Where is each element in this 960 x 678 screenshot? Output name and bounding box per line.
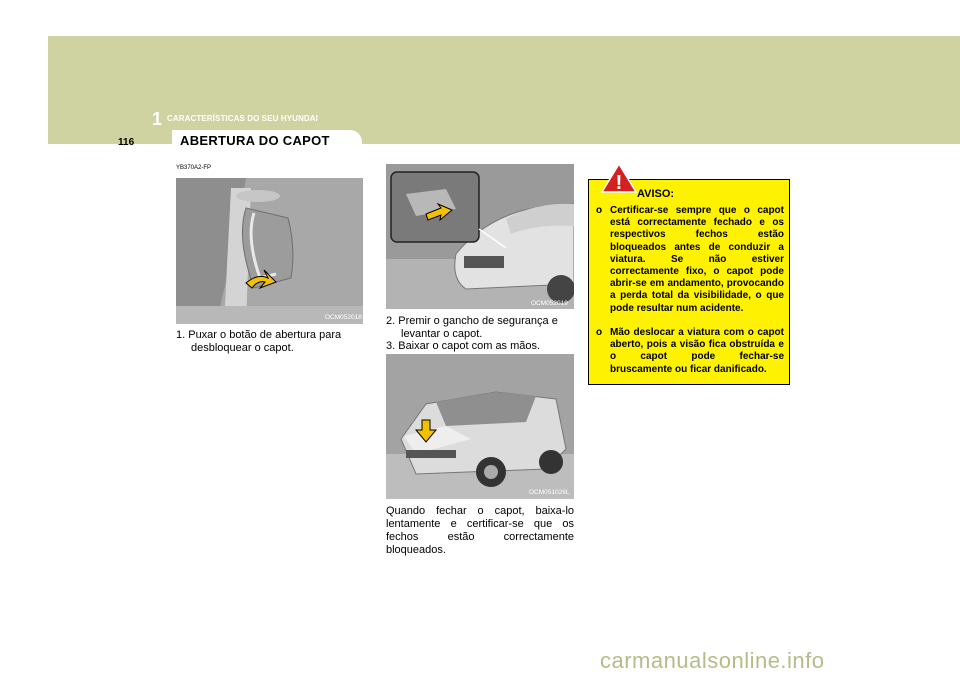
step-3: 3. Baixar o capot com as mãos.: [386, 340, 541, 352]
warning-bullet-2: o: [596, 327, 603, 338]
chapter-number: 1: [152, 109, 163, 129]
page-number: 116: [118, 137, 135, 148]
header-band: [48, 36, 960, 144]
footer-watermark: carmanualsonline.info: [600, 648, 825, 673]
hood-release-lever-photo: [176, 178, 363, 324]
closing-text: Quando fechar o capot, baixa-lo lentamente e certificar-se que os fechos estão correctamente bloqueados.: [386, 505, 574, 556]
warning-bullet-1: o: [596, 205, 603, 216]
image-code-2: OCM052019: [531, 300, 568, 307]
step-1: 1. Puxar o botão de abertura para desbloquear o capot.: [176, 329, 342, 354]
image-code-1: OCM052018: [325, 314, 362, 321]
safety-hook-photo: [386, 164, 574, 309]
reference-code: YB370A2-FP: [176, 165, 212, 171]
warning-title: AVISO:: [637, 188, 675, 200]
warning-item-1: Certificar-se sempre que o capot está correctamente fechado e os respectivos fechos estão bloqueados antes de conduzir a viatura. Se não estiver correctamente fixo, o capot pode abrir-se em andamento, provocando a perda total da visibilidade, o que pode resultar num acidente.: [610, 205, 784, 314]
warning-item-2: Mão deslocar a viatura com o capot aberto, pois a visão fica obstruída e o capot pode fechar-se bruscamente ou ficar danificado.: [610, 327, 784, 375]
section-title: ABERTURA DO CAPOT: [180, 133, 330, 148]
car-hood-close-photo: [386, 354, 574, 499]
image-code-3: OCM051026L: [529, 489, 570, 496]
svg-text:!: !: [615, 172, 623, 193]
chapter-title: CARACTERÍSTICAS DO SEU HYUNDAI: [167, 114, 319, 123]
step-2: 2. Premir o gancho de segurança e levantar o capot.: [386, 315, 558, 340]
warning-triangle-icon: [601, 163, 637, 193]
